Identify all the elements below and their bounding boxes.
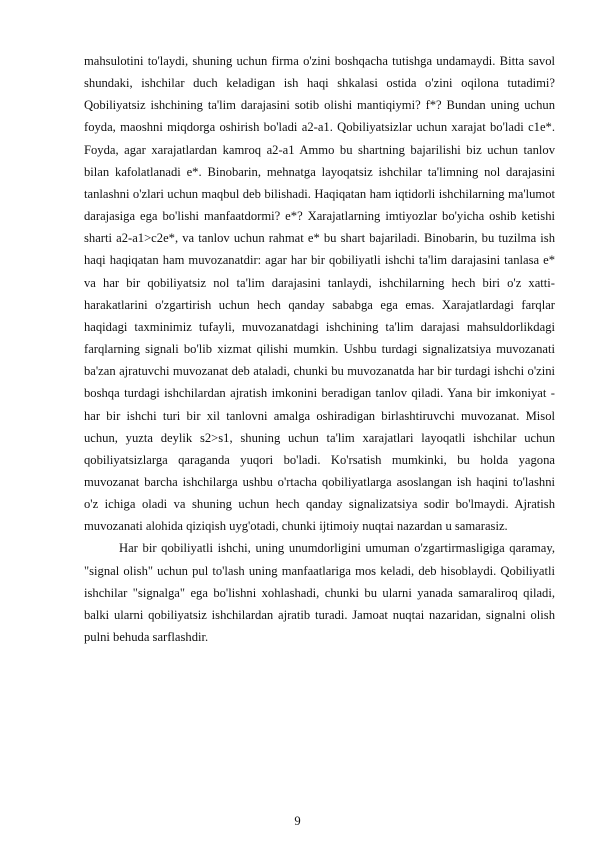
- document-body: [84, 50, 555, 648]
- page-number: 9: [294, 814, 301, 828]
- paragraph-1: mahsulotini to'laydi, shuning uchun firma o'zini boshqacha tutishga undamaydi. Bitta savol shundaki, ishchilar duch keladigan ish haqi shkalasi ostida o'zini oqilona tutadimi? Qobiliyatsiz ishchining ta'lim darajasini sotib olishi mantiqiymi? f*? Bundan uning uchun foyda, maoshni miqdorga oshirish bo'ladi a2-a1. Qobiliyatsizlar uchun xarajat bo'ladi c1e*. Foyda, agar xarajatlardan kamroq a2-a1 Ammo bu shartning bajarilishi biz uchun tanlov bilan kafolatlanadi e*. Binobarin, mehnatga layoqatsiz ishchilar ta'limning nol darajasini tanlashni o'zlari uchun maqbul deb bilishadi. Haqiqatan ham iqtidorli ishchilarning ma'lumot darajasiga ega bo'lishi manfaatdormi? e*? Xarajatlarning imtiyozlar bo'yicha oshib ketishi sharti a2-a1>c2e*, va tanlov uchun rahmat e* bu shart bajariladi. Binobarin, bu tuzilma ish haqi haqiqatan ham muvozanatdir: agar har bir qobiliyatli ishchi ta'lim darajasini tanlasa e* va har bir qobiliyatsiz nol ta'lim darajasini tanlaydi, ishchilarning hech biri o'z xatti-harakatlarini o'zgartirish uchun hech qanday sababga ega emas. Xarajatlardagi farqlar haqidagi taxminimiz tufayli, muvozanatdagi ishchining ta'lim darajasi mahsuldorlikdagi farqlarning signali bo'lib xizmat qilishi mumkin. Ushbu turdagi signalizatsiya muvozanati ba'zan ajratuvchi muvozanat deb ataladi, chunki bu muvozanatda har bir turdagi ishchi o'zini boshqa turdagi ishchilardan ajratish imkonini beradigan tanlov qiladi. Yana bir imkoniyat - har bir ishchi turi bir xil tanlovni amalga oshiradigan birlashtiruvchi muvozanat. Misol uchun, yuzta deylik s2>s1, shuning uchun ta'lim xarajatlari layoqatli ishchilar uchun qobiliyatsizlarga qaraganda yuqori bo'ladi. Ko'rsatish mumkinki, bu holda yagona muvozanat barcha ishchilarga ushbu o'rtacha qobiliyatlarga asoslangan ish haqini to'lashni o'z ichiga oladi va shuning uchun hech qanday signalizatsiya sodir bo'lmaydi. Ajratish muvozanati alohida qiziqish uyg'otadi, chunki ijtimoiy nuqtai nazardan u samarasiz.: [84, 54, 555, 534]
- paragraph-2: Har bir qobiliyatli ishchi, uning unumdorligini umuman o'zgartirmasligiga qaramay, "signal olish" uchun pul to'lash uning manfaatlariga mos keladi, deb hisoblaydi. Qobiliyatli ishchilar "signalga" ega bo'lishni xohlashadi, chunki bu ularni yanada samaraliroq qiladi, balki ularni qobiliyatsiz ishchilardan ajratib turadi. Jamoat nuqtai nazaridan, signalni olish pulni behuda sarflashdir.: [84, 541, 555, 645]
